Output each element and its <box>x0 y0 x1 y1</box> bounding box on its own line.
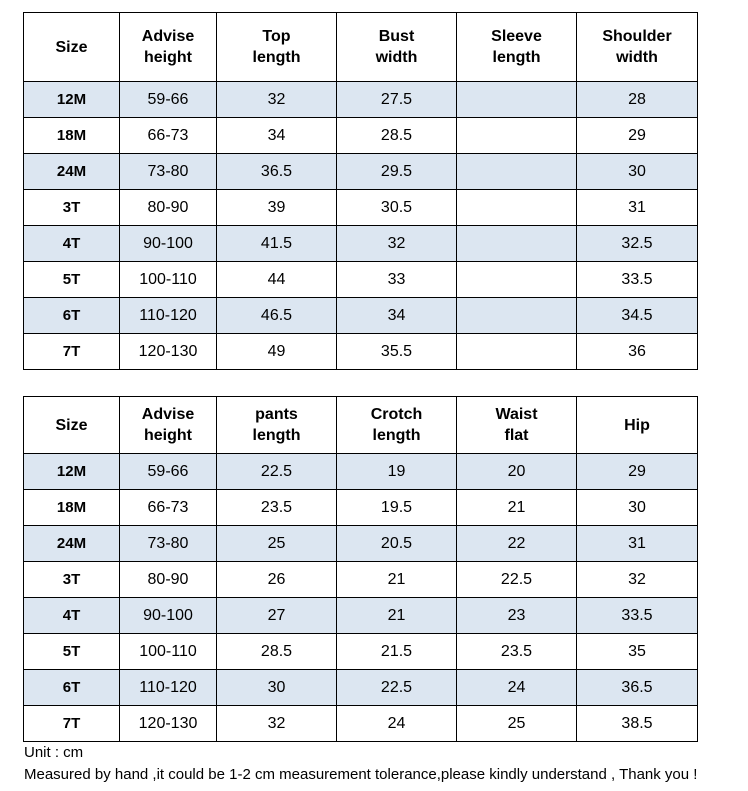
table-cell: 24 <box>337 706 457 742</box>
table-row <box>24 454 698 490</box>
table-row <box>24 82 698 118</box>
column-header: Advise height <box>120 13 217 82</box>
measurement-tolerance-note: Measured by hand ,it could be 1-2 cm measurement tolerance,please kindly understand , Thank you ! <box>24 766 698 783</box>
table-row <box>24 634 698 670</box>
size-cell: 24M <box>24 154 120 190</box>
column-header: Sleeve length <box>457 13 577 82</box>
column-header: Bust width <box>337 13 457 82</box>
table-cell <box>457 118 577 154</box>
table-cell: 66-73 <box>120 118 217 154</box>
table-cell: 25 <box>457 706 577 742</box>
size-cell: 3T <box>24 190 120 226</box>
column-header: Size <box>24 397 120 454</box>
table-cell: 31 <box>577 190 698 226</box>
table-row <box>24 670 698 706</box>
table-cell: 20 <box>457 454 577 490</box>
table-cell: 59-66 <box>120 454 217 490</box>
table-row <box>24 226 698 262</box>
table-cell: 23.5 <box>457 634 577 670</box>
header-row <box>24 397 698 454</box>
table-row <box>24 490 698 526</box>
table-row <box>24 298 698 334</box>
table-cell: 120-130 <box>120 334 217 370</box>
table-cell: 36.5 <box>577 670 698 706</box>
table-cell: 27 <box>217 598 337 634</box>
top-size-table <box>23 12 698 370</box>
table-cell: 19 <box>337 454 457 490</box>
table-cell: 24 <box>457 670 577 706</box>
table-cell: 30 <box>577 490 698 526</box>
header-row <box>24 13 698 82</box>
table-cell: 41.5 <box>217 226 337 262</box>
table-cell: 30 <box>577 154 698 190</box>
table-cell: 90-100 <box>120 226 217 262</box>
table-cell <box>457 82 577 118</box>
table-cell: 66-73 <box>120 490 217 526</box>
table-cell: 20.5 <box>337 526 457 562</box>
table-cell: 36.5 <box>217 154 337 190</box>
size-cell: 7T <box>24 334 120 370</box>
table-cell: 22.5 <box>337 670 457 706</box>
size-cell: 12M <box>24 82 120 118</box>
table-cell: 39 <box>217 190 337 226</box>
size-cell: 4T <box>24 226 120 262</box>
table-cell: 120-130 <box>120 706 217 742</box>
table-cell: 23.5 <box>217 490 337 526</box>
unit-note: Unit : cm <box>24 744 84 761</box>
size-cell: 6T <box>24 670 120 706</box>
size-cell: 5T <box>24 262 120 298</box>
table-cell: 59-66 <box>120 82 217 118</box>
table-row <box>24 262 698 298</box>
table-cell: 22.5 <box>217 454 337 490</box>
table-cell: 34.5 <box>577 298 698 334</box>
column-header: Waist flat <box>457 397 577 454</box>
table-row <box>24 118 698 154</box>
table-row <box>24 526 698 562</box>
table-cell: 26 <box>217 562 337 598</box>
table-cell: 32 <box>337 226 457 262</box>
bottom-table-body <box>24 454 698 742</box>
table-cell: 27.5 <box>337 82 457 118</box>
table-cell: 21.5 <box>337 634 457 670</box>
table-cell: 32.5 <box>577 226 698 262</box>
table-row <box>24 598 698 634</box>
table-cell: 35 <box>577 634 698 670</box>
column-header: Size <box>24 13 120 82</box>
table-cell: 31 <box>577 526 698 562</box>
table-cell: 35.5 <box>337 334 457 370</box>
table-cell <box>457 334 577 370</box>
table-cell: 30.5 <box>337 190 457 226</box>
table-cell: 29 <box>577 454 698 490</box>
table-cell: 22 <box>457 526 577 562</box>
table-cell: 19.5 <box>337 490 457 526</box>
column-header: Advise height <box>120 397 217 454</box>
table-cell: 23 <box>457 598 577 634</box>
table-row <box>24 706 698 742</box>
size-cell: 6T <box>24 298 120 334</box>
table-cell: 29.5 <box>337 154 457 190</box>
table-cell: 100-110 <box>120 262 217 298</box>
table-row <box>24 334 698 370</box>
column-header: Hip <box>577 397 698 454</box>
table-cell: 28 <box>577 82 698 118</box>
table-cell: 34 <box>217 118 337 154</box>
size-cell: 5T <box>24 634 120 670</box>
table-cell: 33 <box>337 262 457 298</box>
table-cell: 28.5 <box>337 118 457 154</box>
table-cell: 33.5 <box>577 262 698 298</box>
table-cell: 100-110 <box>120 634 217 670</box>
table-cell: 36 <box>577 334 698 370</box>
table-row <box>24 154 698 190</box>
table-cell: 25 <box>217 526 337 562</box>
size-cell: 4T <box>24 598 120 634</box>
table-cell <box>457 226 577 262</box>
table-cell: 29 <box>577 118 698 154</box>
size-cell: 18M <box>24 118 120 154</box>
table-row <box>24 562 698 598</box>
table-cell: 32 <box>217 82 337 118</box>
table-cell: 80-90 <box>120 562 217 598</box>
table-cell: 46.5 <box>217 298 337 334</box>
table-cell: 73-80 <box>120 154 217 190</box>
table-cell: 33.5 <box>577 598 698 634</box>
size-cell: 7T <box>24 706 120 742</box>
table-cell: 32 <box>577 562 698 598</box>
table-cell: 110-120 <box>120 670 217 706</box>
size-cell: 12M <box>24 454 120 490</box>
bottom-size-table <box>23 396 698 742</box>
bottom-table-header <box>24 397 698 454</box>
size-cell: 18M <box>24 490 120 526</box>
table-cell: 44 <box>217 262 337 298</box>
table-cell <box>457 154 577 190</box>
table-cell <box>457 262 577 298</box>
column-header: pants length <box>217 397 337 454</box>
table-cell: 22.5 <box>457 562 577 598</box>
table-row <box>24 190 698 226</box>
column-header: Top length <box>217 13 337 82</box>
table-cell: 49 <box>217 334 337 370</box>
table-cell: 30 <box>217 670 337 706</box>
table-cell: 90-100 <box>120 598 217 634</box>
table-cell: 21 <box>457 490 577 526</box>
table-cell: 110-120 <box>120 298 217 334</box>
size-cell: 24M <box>24 526 120 562</box>
top-table-body <box>24 82 698 370</box>
size-cell: 3T <box>24 562 120 598</box>
table-cell: 28.5 <box>217 634 337 670</box>
table-cell: 73-80 <box>120 526 217 562</box>
top-table-header <box>24 13 698 82</box>
table-cell <box>457 298 577 334</box>
table-cell: 38.5 <box>577 706 698 742</box>
table-cell: 21 <box>337 598 457 634</box>
table-cell: 34 <box>337 298 457 334</box>
column-header: Shoulder width <box>577 13 698 82</box>
table-cell: 21 <box>337 562 457 598</box>
column-header: Crotch length <box>337 397 457 454</box>
table-cell <box>457 190 577 226</box>
table-cell: 32 <box>217 706 337 742</box>
table-cell: 80-90 <box>120 190 217 226</box>
